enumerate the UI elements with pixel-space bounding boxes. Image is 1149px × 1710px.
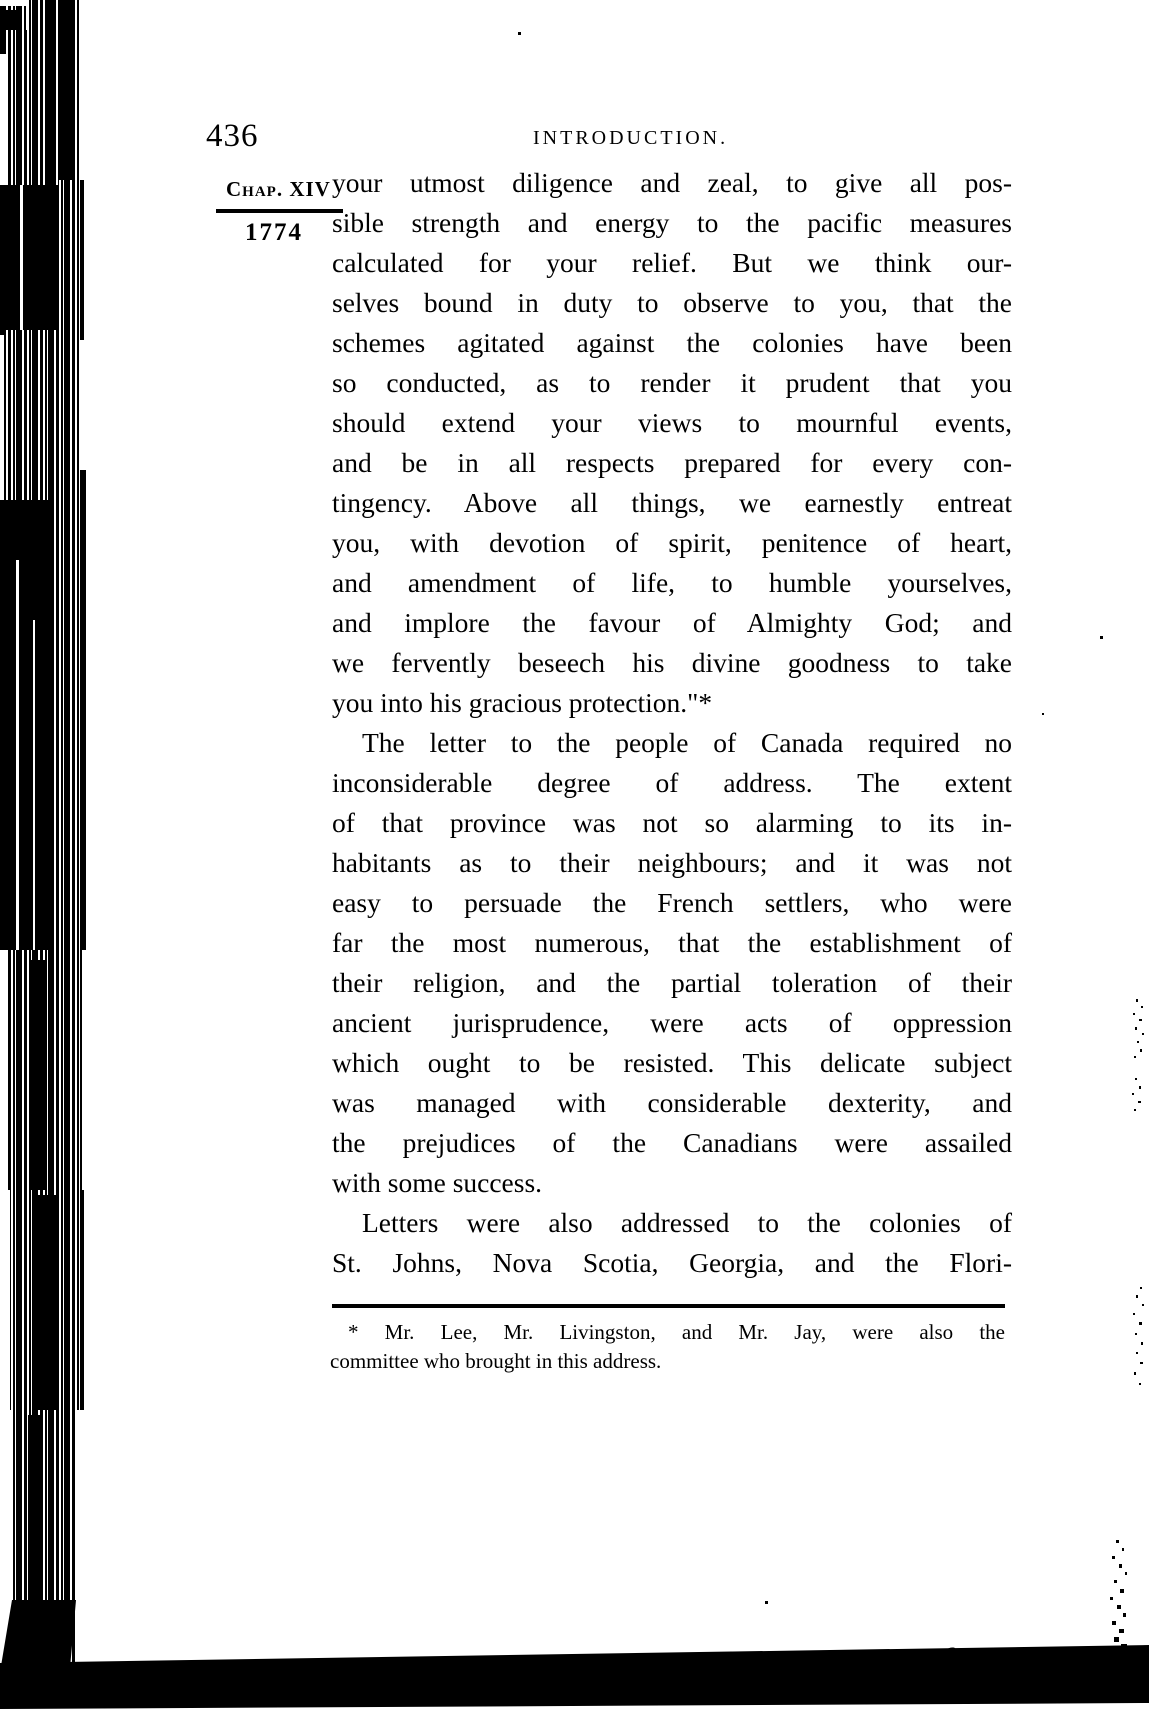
footnote-line: * Mr. Lee, Mr. Livingston, and Mr. Jay, were also the [348,1320,1005,1344]
body-line: far the most numerous, that the establishment of [332,927,1012,958]
sidenote-rule [216,209,343,213]
body-line: which ought to be resisted. This delicate subject [332,1047,1012,1078]
running-header: INTRODUCTION. [533,127,729,149]
body-line: with some success. [332,1167,543,1198]
body-line: St. Johns, Nova Scotia, Georgia, and the Flori- [332,1247,1012,1278]
body-line: you into his gracious protection."* [332,687,713,718]
body-line: ancient jurisprudence, were acts of oppression [332,1007,1012,1038]
bottom-scan-bar [0,1600,1149,1709]
left-binding-artifact [0,0,86,1670]
body-line: your utmost diligence and zeal, to give all pos- [332,167,1012,198]
year-sidenote: 1774 [245,219,303,246]
body-line: should extend your views to mournful events, [332,407,1012,438]
body-line: we fervently beseech his divine goodness to take [332,647,1012,678]
body-line: and amendment of life, to humble yourselves, [332,567,1012,598]
body-line: was managed with considerable dexterity, and [332,1087,1012,1118]
body-line: so conducted, as to render it prudent that you [332,367,1012,398]
body-line: schemes agitated against the colonies have been [332,327,1012,358]
body-text [332,163,1012,1283]
body-line: of that province was not so alarming to its in- [332,807,1012,838]
body-line: tingency. Above all things, we earnestly entreat [332,487,1012,518]
body-line: Letters were also addressed to the colonies of [362,1207,1012,1238]
body-line: and implore the favour of Almighty God; and [332,607,1012,638]
body-line: sible strength and energy to the pacific measures [332,207,1012,238]
body-line: calculated for your relief. But we think our- [332,247,1012,278]
body-line: habitants as to their neighbours; and it was not [332,847,1012,878]
footnote-line: committee who brought in this address. [330,1349,662,1373]
body-line: the prejudices of the Canadians were assailed [332,1127,1012,1158]
body-line: inconsiderable degree of address. The extent [332,767,1012,798]
footnote [330,1318,1005,1376]
body-line: selves bound in duty to observe to you, that the [332,287,1012,318]
body-line: their religion, and the partial toleration of their [332,967,1012,998]
chapter-sidenote: Chap. XIV [226,177,331,201]
body-line: and be in all respects prepared for every con- [332,447,1012,478]
footnote-rule [332,1304,1005,1308]
body-line: The letter to the people of Canada required no [362,727,1012,758]
body-line: easy to persuade the French settlers, who were [332,887,1012,918]
page-number: 436 [206,118,259,154]
body-line: you, with devotion of spirit, penitence of heart, [332,527,1012,558]
